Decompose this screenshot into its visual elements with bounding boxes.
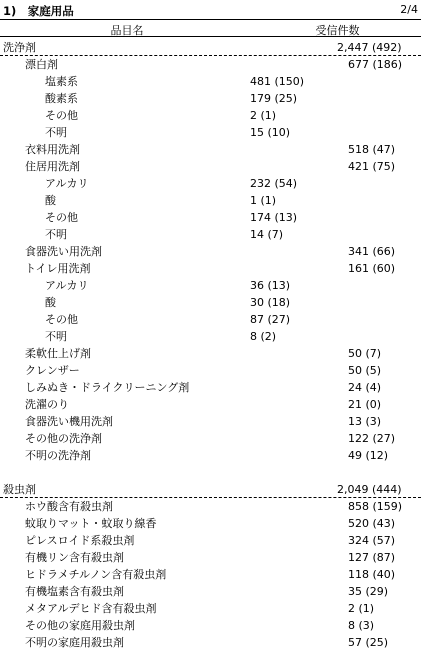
category-row bbox=[0, 532, 421, 549]
item-count: 341 (66) bbox=[348, 245, 396, 258]
section-row bbox=[0, 39, 421, 56]
category-row bbox=[0, 566, 421, 583]
item-name: ヒドラメチルノン含有殺虫剤 bbox=[25, 568, 167, 581]
subcategory-row bbox=[0, 311, 421, 328]
category-row bbox=[0, 379, 421, 396]
item-count: 118 (40) bbox=[348, 568, 396, 581]
category-row bbox=[0, 447, 421, 464]
item-name: メタアルデヒド含有殺虫剤 bbox=[25, 602, 157, 615]
item-count: 15 (10) bbox=[250, 126, 291, 139]
item-count: 14 (7) bbox=[250, 228, 284, 241]
item-count: 232 (54) bbox=[250, 177, 298, 190]
item-name: 不明の洗浄剤 bbox=[25, 449, 91, 462]
category-row bbox=[0, 396, 421, 413]
item-count: 858 (159) bbox=[348, 500, 403, 513]
category-row bbox=[0, 56, 421, 73]
column-header-name: 品目名 bbox=[110, 24, 144, 37]
subcategory-row bbox=[0, 124, 421, 141]
item-name: 不明 bbox=[45, 228, 67, 241]
item-name: しみぬき・ドライクリーニング剤 bbox=[25, 381, 190, 394]
item-name: 酸素系 bbox=[45, 92, 78, 105]
subcategory-row bbox=[0, 192, 421, 209]
item-count: 1 (1) bbox=[250, 194, 277, 207]
item-name: 漂白剤 bbox=[25, 58, 58, 71]
page-number: 2/4 bbox=[400, 3, 418, 16]
category-row bbox=[0, 243, 421, 260]
page-header bbox=[0, 0, 421, 19]
item-name: 洗浄剤 bbox=[3, 41, 36, 54]
item-count: 30 (18) bbox=[250, 296, 291, 309]
category-row bbox=[0, 158, 421, 175]
item-name: 不明 bbox=[45, 126, 67, 139]
category-row bbox=[0, 413, 421, 430]
item-name: ホウ酸含有殺虫剤 bbox=[25, 500, 113, 513]
item-name: 食器洗い用洗剤 bbox=[25, 245, 102, 258]
item-count: 2,049 (444) bbox=[337, 483, 402, 496]
item-name: クレンザー bbox=[25, 364, 80, 377]
item-name: その他 bbox=[45, 109, 78, 122]
category-row bbox=[0, 345, 421, 362]
subcategory-row bbox=[0, 73, 421, 90]
item-count: 2,447 (492) bbox=[337, 41, 402, 54]
item-name: その他の家庭用殺虫剤 bbox=[25, 619, 135, 632]
item-name: 不明の家庭用殺虫剤 bbox=[25, 636, 124, 649]
item-count: 8 (2) bbox=[250, 330, 277, 343]
item-name: 住居用洗剤 bbox=[25, 160, 80, 173]
item-name: 有機塩素含有殺虫剤 bbox=[25, 585, 124, 598]
item-name: トイレ用洗剤 bbox=[25, 262, 91, 275]
item-name: 塩素系 bbox=[45, 75, 78, 88]
category-row bbox=[0, 617, 421, 634]
item-name: 有機リン含有殺虫剤 bbox=[25, 551, 124, 564]
item-count: 127 (87) bbox=[348, 551, 396, 564]
category-row bbox=[0, 549, 421, 566]
subcategory-row bbox=[0, 328, 421, 345]
item-name: 柔軟仕上げ剤 bbox=[25, 347, 91, 360]
item-name: アルカリ bbox=[45, 279, 89, 292]
item-name: 殺虫剤 bbox=[3, 483, 36, 496]
item-count: 122 (27) bbox=[348, 432, 396, 445]
item-name: アルカリ bbox=[45, 177, 89, 190]
category-row bbox=[0, 634, 421, 651]
subcategory-row bbox=[0, 175, 421, 192]
item-count: 50 (7) bbox=[348, 347, 382, 360]
subcategory-row bbox=[0, 107, 421, 124]
category-row bbox=[0, 260, 421, 277]
category-row bbox=[0, 362, 421, 379]
item-name: 不明 bbox=[45, 330, 67, 343]
item-count: 520 (43) bbox=[348, 517, 396, 530]
item-name: 衣料用洗剤 bbox=[25, 143, 80, 156]
subcategory-row bbox=[0, 277, 421, 294]
section-row bbox=[0, 481, 421, 498]
item-count: 161 (60) bbox=[348, 262, 396, 275]
item-name: ピレスロイド系殺虫剤 bbox=[25, 534, 135, 547]
item-name: 酸 bbox=[45, 296, 56, 309]
item-count: 49 (12) bbox=[348, 449, 389, 462]
column-header bbox=[0, 19, 421, 37]
item-count: 24 (4) bbox=[348, 381, 382, 394]
column-header-count: 受信件数 bbox=[315, 24, 360, 37]
category-row bbox=[0, 583, 421, 600]
item-name: 酸 bbox=[45, 194, 56, 207]
subcategory-row bbox=[0, 226, 421, 243]
category-row bbox=[0, 498, 421, 515]
item-count: 35 (29) bbox=[348, 585, 389, 598]
category-row bbox=[0, 430, 421, 447]
item-count: 2 (1) bbox=[250, 109, 277, 122]
subcategory-row bbox=[0, 209, 421, 226]
item-name: その他 bbox=[45, 211, 78, 224]
item-count: 677 (186) bbox=[348, 58, 403, 71]
item-count: 2 (1) bbox=[348, 602, 375, 615]
item-name: 食器洗い機用洗剤 bbox=[25, 415, 113, 428]
item-count: 87 (27) bbox=[250, 313, 291, 326]
item-count: 50 (5) bbox=[348, 364, 382, 377]
subcategory-row bbox=[0, 294, 421, 311]
item-count: 13 (3) bbox=[348, 415, 382, 428]
category-row bbox=[0, 515, 421, 532]
item-count: 174 (13) bbox=[250, 211, 298, 224]
item-count: 179 (25) bbox=[250, 92, 298, 105]
item-name: その他の洗浄剤 bbox=[25, 432, 102, 445]
item-count: 8 (3) bbox=[348, 619, 375, 632]
item-count: 324 (57) bbox=[348, 534, 396, 547]
item-count: 421 (75) bbox=[348, 160, 396, 173]
item-count: 21 (0) bbox=[348, 398, 382, 411]
category-row bbox=[0, 600, 421, 617]
item-name: その他 bbox=[45, 313, 78, 326]
category-row bbox=[0, 141, 421, 158]
item-count: 36 (13) bbox=[250, 279, 291, 292]
item-name: 洗濯のり bbox=[25, 398, 69, 411]
subcategory-row bbox=[0, 90, 421, 107]
item-count: 518 (47) bbox=[348, 143, 396, 156]
item-count: 481 (150) bbox=[250, 75, 305, 88]
item-count: 57 (25) bbox=[348, 636, 389, 649]
section-title: 1) 家庭用品 bbox=[3, 4, 74, 18]
item-name: 蚊取りマット・蚊取り線香 bbox=[25, 517, 157, 530]
